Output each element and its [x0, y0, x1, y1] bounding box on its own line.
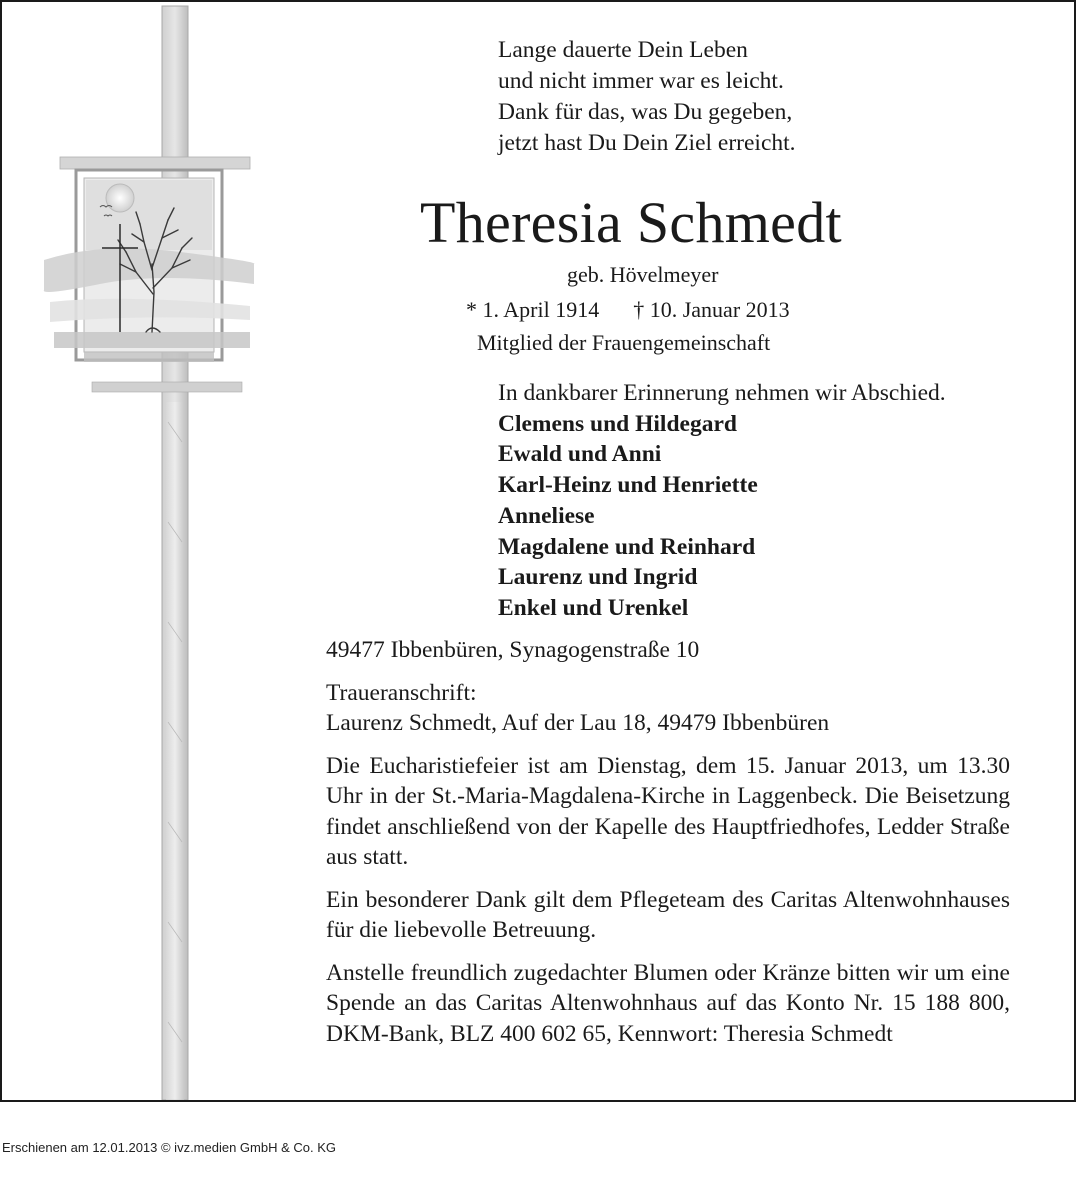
list-item: Magdalene und Reinhard [498, 533, 756, 560]
tree-cross-sketch-icon [40, 2, 260, 1100]
mourning-address [326, 678, 1010, 739]
mourning-address-label: Traueranschrift: [326, 679, 477, 706]
farewell-intro: In dankbarer Erinnerung nehmen wir Abschied. [498, 380, 946, 406]
list-item: Clemens und Hildegard [498, 410, 737, 437]
list-item: Enkel und Urenkel [498, 594, 689, 621]
list-item: Laurenz und Ingrid [498, 564, 698, 591]
list-item: Ewald und Anni [498, 441, 662, 468]
list-item: Anneliese [498, 502, 595, 529]
mourning-address-value: Laurenz Schmedt, Auf der Lau 18, 49479 Ibbenbüren [326, 710, 830, 736]
family-list [498, 378, 946, 624]
poem-line: Lange dauerte Dein Leben [498, 37, 748, 63]
life-dates [466, 295, 790, 325]
details-block [326, 635, 1010, 1061]
poem-line: Dank für das, was Du gegeben, [498, 99, 793, 125]
thanks-note: Ein besonderer Dank gilt dem Pflegeteam des Caritas Altenwohnhauses für die liebevolle Betreuung. [326, 886, 1010, 943]
deceased-name: Theresia Schmedt [420, 190, 842, 255]
membership: Mitglied der Frauengemeinschaft [477, 330, 771, 355]
home-address: 49477 Ibbenbüren, Synagogenstraße 10 [326, 637, 700, 663]
donation-note: Anstelle freundlich zugedachter Blumen oder Kränze bitten wir um eine Spende an das Caritas Altenwohnhaus auf das Konto Nr. 15 188 800, DKM-Bank, BLZ 400 602 65, Kennwort: Theresia Schmedt [326, 959, 1010, 1047]
poem-line: und nicht immer war es leicht. [498, 68, 784, 94]
death-date: † 10. Januar 2013 [633, 297, 790, 322]
list-item: Karl-Heinz und Henriette [498, 472, 758, 499]
poem [498, 35, 796, 159]
poem-line: jetzt hast Du Dein Ziel erreicht. [498, 130, 796, 156]
born-name: geb. Hövelmeyer [567, 262, 719, 287]
birth-date: * 1. April 1914 [466, 297, 600, 322]
publication-footer: Erschienen am 12.01.2013 © ivz.medien GmbH & Co. KG [2, 1140, 337, 1155]
service-info: Die Eucharistiefeier ist am Dienstag, dem 15. Januar 2013, um 13.30 Uhr in der St.-Maria-Magdalena-Kirche in Laggenbeck. Die Beisetzung findet anschließend von der Kapelle des Hauptfriedhofes, Ledder Straße aus statt. [326, 752, 1010, 870]
